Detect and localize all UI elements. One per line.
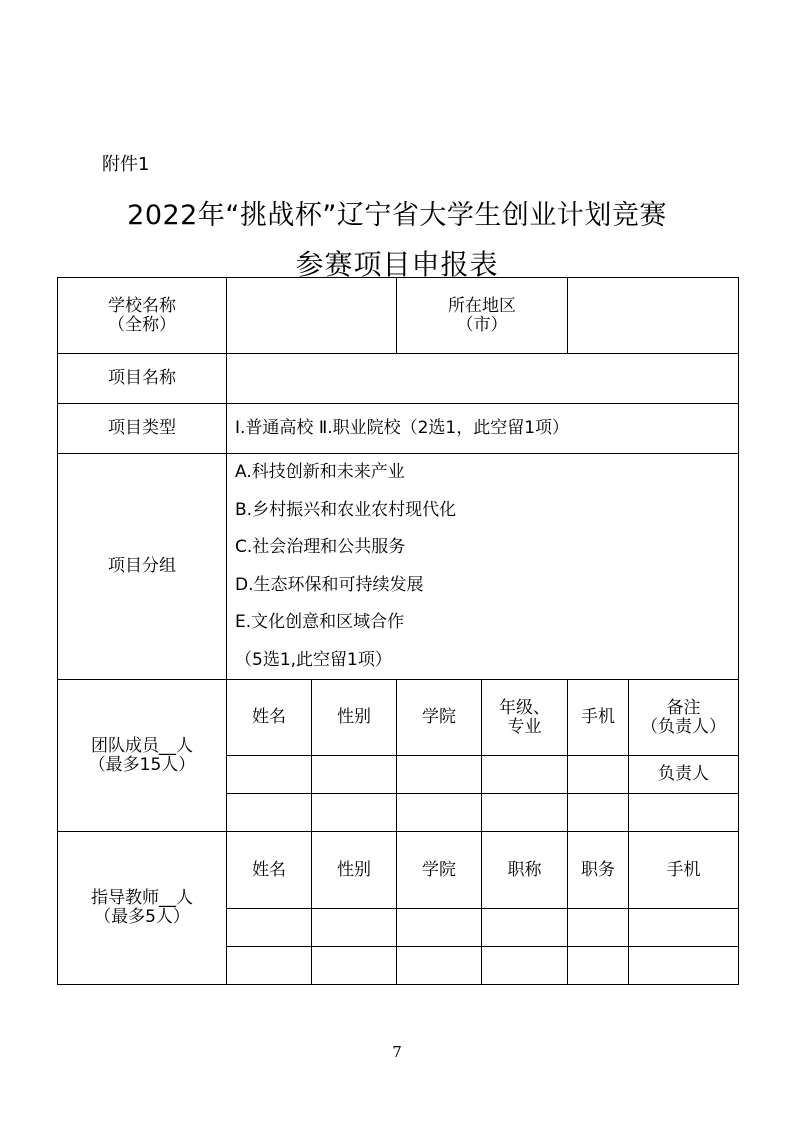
- team-cell[interactable]: [312, 794, 397, 832]
- team-header-grade-line2: 专业: [507, 716, 542, 737]
- team-cell[interactable]: [227, 756, 312, 794]
- team-cell[interactable]: [568, 794, 629, 832]
- team-label-line1: 团队成员__人: [91, 735, 193, 756]
- team-header-college: 学院: [397, 680, 482, 756]
- team-header-phone: 手机: [568, 680, 629, 756]
- advisor-cell[interactable]: [312, 947, 397, 985]
- team-cell[interactable]: [482, 756, 568, 794]
- team-header-remark: [629, 680, 739, 756]
- form-title: 2022年“挑战杯”辽宁省大学生创业计划竞赛: [127, 200, 667, 231]
- advisor-cell[interactable]: [482, 909, 568, 947]
- region-label-line2: （市）: [456, 314, 508, 335]
- team-members-label: [58, 680, 227, 832]
- advisor-header-row: [58, 832, 739, 909]
- team-header-grade-line1: 年级、: [499, 697, 550, 718]
- school-row: [58, 278, 739, 354]
- team-leader-remark: 负责人: [629, 756, 739, 794]
- advisor-header-title: 职称: [482, 832, 568, 909]
- region-label: [397, 278, 568, 354]
- team-header-remark-line1: 备注: [666, 697, 701, 718]
- group-option-c[interactable]: C.社会治理和公共服务: [235, 537, 406, 557]
- advisor-cell[interactable]: [568, 947, 629, 985]
- advisor-cell[interactable]: [312, 909, 397, 947]
- school-name-label: [58, 278, 227, 354]
- advisor-label-line2: （最多5人）: [94, 907, 190, 927]
- school-label-line2: （全称）: [108, 314, 176, 335]
- advisor-header-name: 姓名: [227, 832, 312, 909]
- project-name-label: 项目名称: [58, 354, 227, 404]
- team-header-remark-line2: （负责人）: [641, 716, 726, 737]
- team-cell[interactable]: [227, 794, 312, 832]
- advisors-label: [58, 832, 227, 985]
- attachment-label: 附件1: [102, 154, 150, 175]
- project-name-row: [58, 354, 739, 404]
- project-type-row: [58, 404, 739, 454]
- advisor-cell[interactable]: [227, 947, 312, 985]
- project-group-row: [58, 454, 739, 680]
- team-header-name: 姓名: [227, 680, 312, 756]
- team-cell[interactable]: [397, 756, 482, 794]
- region-label-line1: 所在地区: [448, 295, 516, 316]
- group-choice-note: （5选1,此空留1项）: [235, 649, 392, 670]
- group-option-b[interactable]: B.乡村振兴和农业农村现代化: [235, 499, 457, 520]
- advisor-cell[interactable]: [629, 909, 739, 947]
- project-type-value[interactable]: Ⅰ.普通高校 Ⅱ.职业院校（2选1，此空留1项）: [227, 404, 739, 454]
- group-option-d[interactable]: D.生态环保和可持续发展: [235, 574, 424, 595]
- advisor-header-college: 学院: [397, 832, 482, 909]
- team-cell[interactable]: [482, 794, 568, 832]
- team-label-line2: （最多15人）: [88, 754, 196, 775]
- school-label-line1: 学校名称: [108, 295, 176, 316]
- team-cell[interactable]: [397, 794, 482, 832]
- team-header-row: [58, 680, 739, 756]
- page-number: 7: [392, 1043, 402, 1061]
- project-group-options: [227, 454, 739, 680]
- project-group-label: 项目分组: [58, 454, 227, 680]
- team-cell[interactable]: [568, 756, 629, 794]
- group-option-e[interactable]: E.文化创意和区域合作: [235, 612, 405, 632]
- advisor-cell[interactable]: [397, 947, 482, 985]
- school-name-field[interactable]: [227, 278, 397, 354]
- advisor-cell[interactable]: [568, 909, 629, 947]
- project-type-label: 项目类型: [58, 404, 227, 454]
- team-header-gender: 性别: [312, 680, 397, 756]
- advisor-cell[interactable]: [629, 947, 739, 985]
- advisor-header-position: 职务: [568, 832, 629, 909]
- advisor-cell[interactable]: [482, 947, 568, 985]
- advisor-cell[interactable]: [397, 909, 482, 947]
- project-name-field[interactable]: [227, 354, 739, 404]
- group-option-a[interactable]: A.科技创新和未来产业: [235, 462, 405, 482]
- form-subtitle: 参赛项目申报表: [295, 248, 499, 281]
- team-cell[interactable]: [629, 794, 739, 832]
- region-field[interactable]: [568, 278, 739, 354]
- team-cell[interactable]: [312, 756, 397, 794]
- advisor-header-gender: 性别: [312, 832, 397, 909]
- advisor-cell[interactable]: [227, 909, 312, 947]
- application-form-table: [57, 277, 739, 985]
- advisor-header-phone: 手机: [629, 832, 739, 909]
- team-header-grade: [482, 680, 568, 756]
- advisor-label-line1: 指导教师__人: [91, 888, 193, 909]
